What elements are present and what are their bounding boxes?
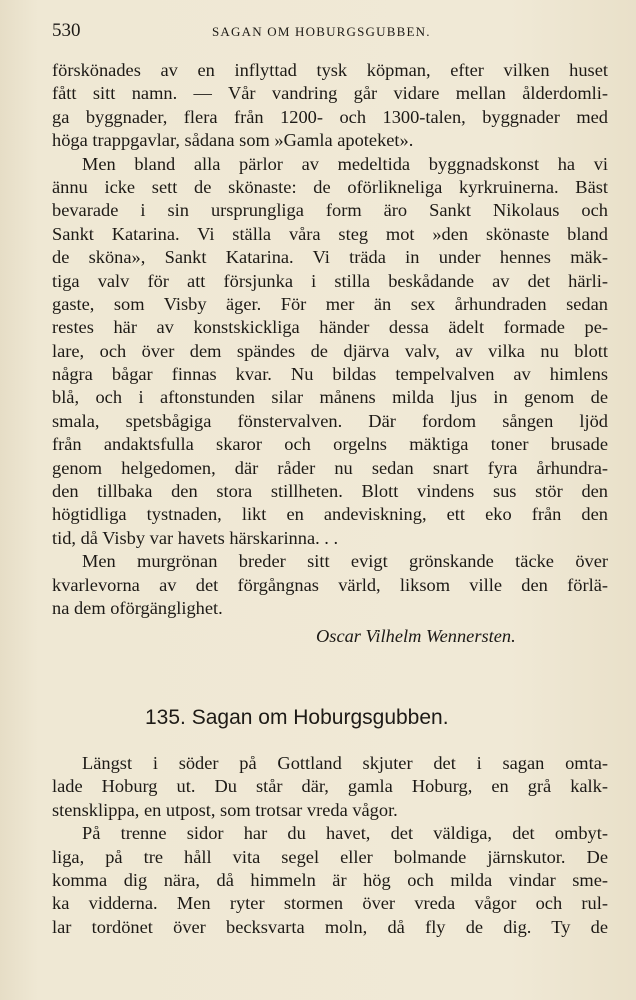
text-line: Men bland alla pärlor av medeltida byggnadskonst ha vi <box>82 153 608 174</box>
section-text <box>52 752 608 939</box>
text-line: liga, på tre håll vita segel eller bolmande järnskutor. De <box>52 846 608 867</box>
section-heading: 135. Sagan om Hoburgsgubben. <box>145 706 449 729</box>
text-line: bevarade i sin ursprungliga form äro Sankt Nikolaus och <box>52 200 608 221</box>
text-line: smala, spetsbågiga fönstervalven. Där fordom sången ljöd <box>52 410 608 431</box>
text-line: den tillbaka den stora stillheten. Blott vindens sus stör den <box>52 481 608 502</box>
text-line: blå, och i aftonstunden silar månens milda ljus in genom de <box>52 387 608 408</box>
text-line: kvarlevorna av det förgångnas värld, liksom ville den förlä- <box>52 574 608 595</box>
text-line: lar tordönet över becksvarta moln, då fly de dig. Ty de <box>52 916 608 937</box>
author-signature: Oscar Vilhelm Wennersten. <box>316 626 516 646</box>
text-line: gaste, som Visby äger. För mer än sex århundraden sedan <box>52 293 608 314</box>
text-line: några bågar finnas kvar. Nu bildas tempelvalven av himlens <box>52 364 608 385</box>
text-line: Längst i söder på Gottland skjuter det i sagan omta- <box>82 753 608 773</box>
text-line: ga byggnader, flera från 1200- och 1300-talen, byggnader med <box>52 106 608 127</box>
text-line: förskönades av en inflyttad tysk köpman, efter vilken huset <box>52 60 608 80</box>
main-text <box>52 59 608 620</box>
text-line: fått sitt namn. — Vår vandring går vidare mellan ålderdomli- <box>52 83 608 104</box>
text-line: tid, då Visby var havets härskarinna. . . <box>52 527 339 548</box>
text-line: Sankt Katarina. Vi ställa våra steg mot »den skönaste bland <box>52 223 608 244</box>
text-line: komma dig nära, då himmeln är hög och milda vindar sme- <box>52 869 608 890</box>
text-line: na dem oförgänglighet. <box>52 597 223 618</box>
text-line: de sköna», Sankt Katarina. Vi träda in under hennes mäk- <box>52 247 608 268</box>
text-line: ka vidderna. Men ryter stormen över vreda vågor och rul- <box>52 893 608 914</box>
text-line: lade Hoburg ut. Du står där, gamla Hoburg, en grå kalk- <box>52 776 608 797</box>
text-line: högtidliga tystnaden, likt en andeviskning, ett eko från den <box>52 504 608 525</box>
text-line: Men murgrönan breder sitt evigt grönskande täcke över <box>82 551 608 572</box>
page-header <box>52 20 610 46</box>
text-line: höga trappgavlar, sådana som »Gamla apoteket». <box>52 130 414 151</box>
text-line: från andaktsfulla skaror och orgelns mäktiga toner brusade <box>52 434 608 455</box>
text-line: stensklippa, en utpost, som trotsar vreda vågor. <box>52 799 398 820</box>
text-line: På trenne sidor har du havet, det väldiga, det ombyt- <box>82 823 608 844</box>
text-line: restes här av konstskickliga händer dessa ädelt formade pe- <box>52 317 608 338</box>
running-head: SAGAN OM HOBURGSGUBBEN. <box>212 24 431 39</box>
page-number: 530 <box>52 20 81 41</box>
text-line: genom helgedomen, där råder nu sedan snart fyra århundra- <box>52 457 608 478</box>
text-line: tiga valv för att försjunka i stilla beskådande av det härli- <box>52 270 608 291</box>
text-line: lare, och över dem spändes de djärva valv, av vilka nu blott <box>52 340 608 361</box>
text-line: ännu icke sett de skönaste: de oförlikneliga kyrkruinerna. Bäst <box>52 176 608 197</box>
